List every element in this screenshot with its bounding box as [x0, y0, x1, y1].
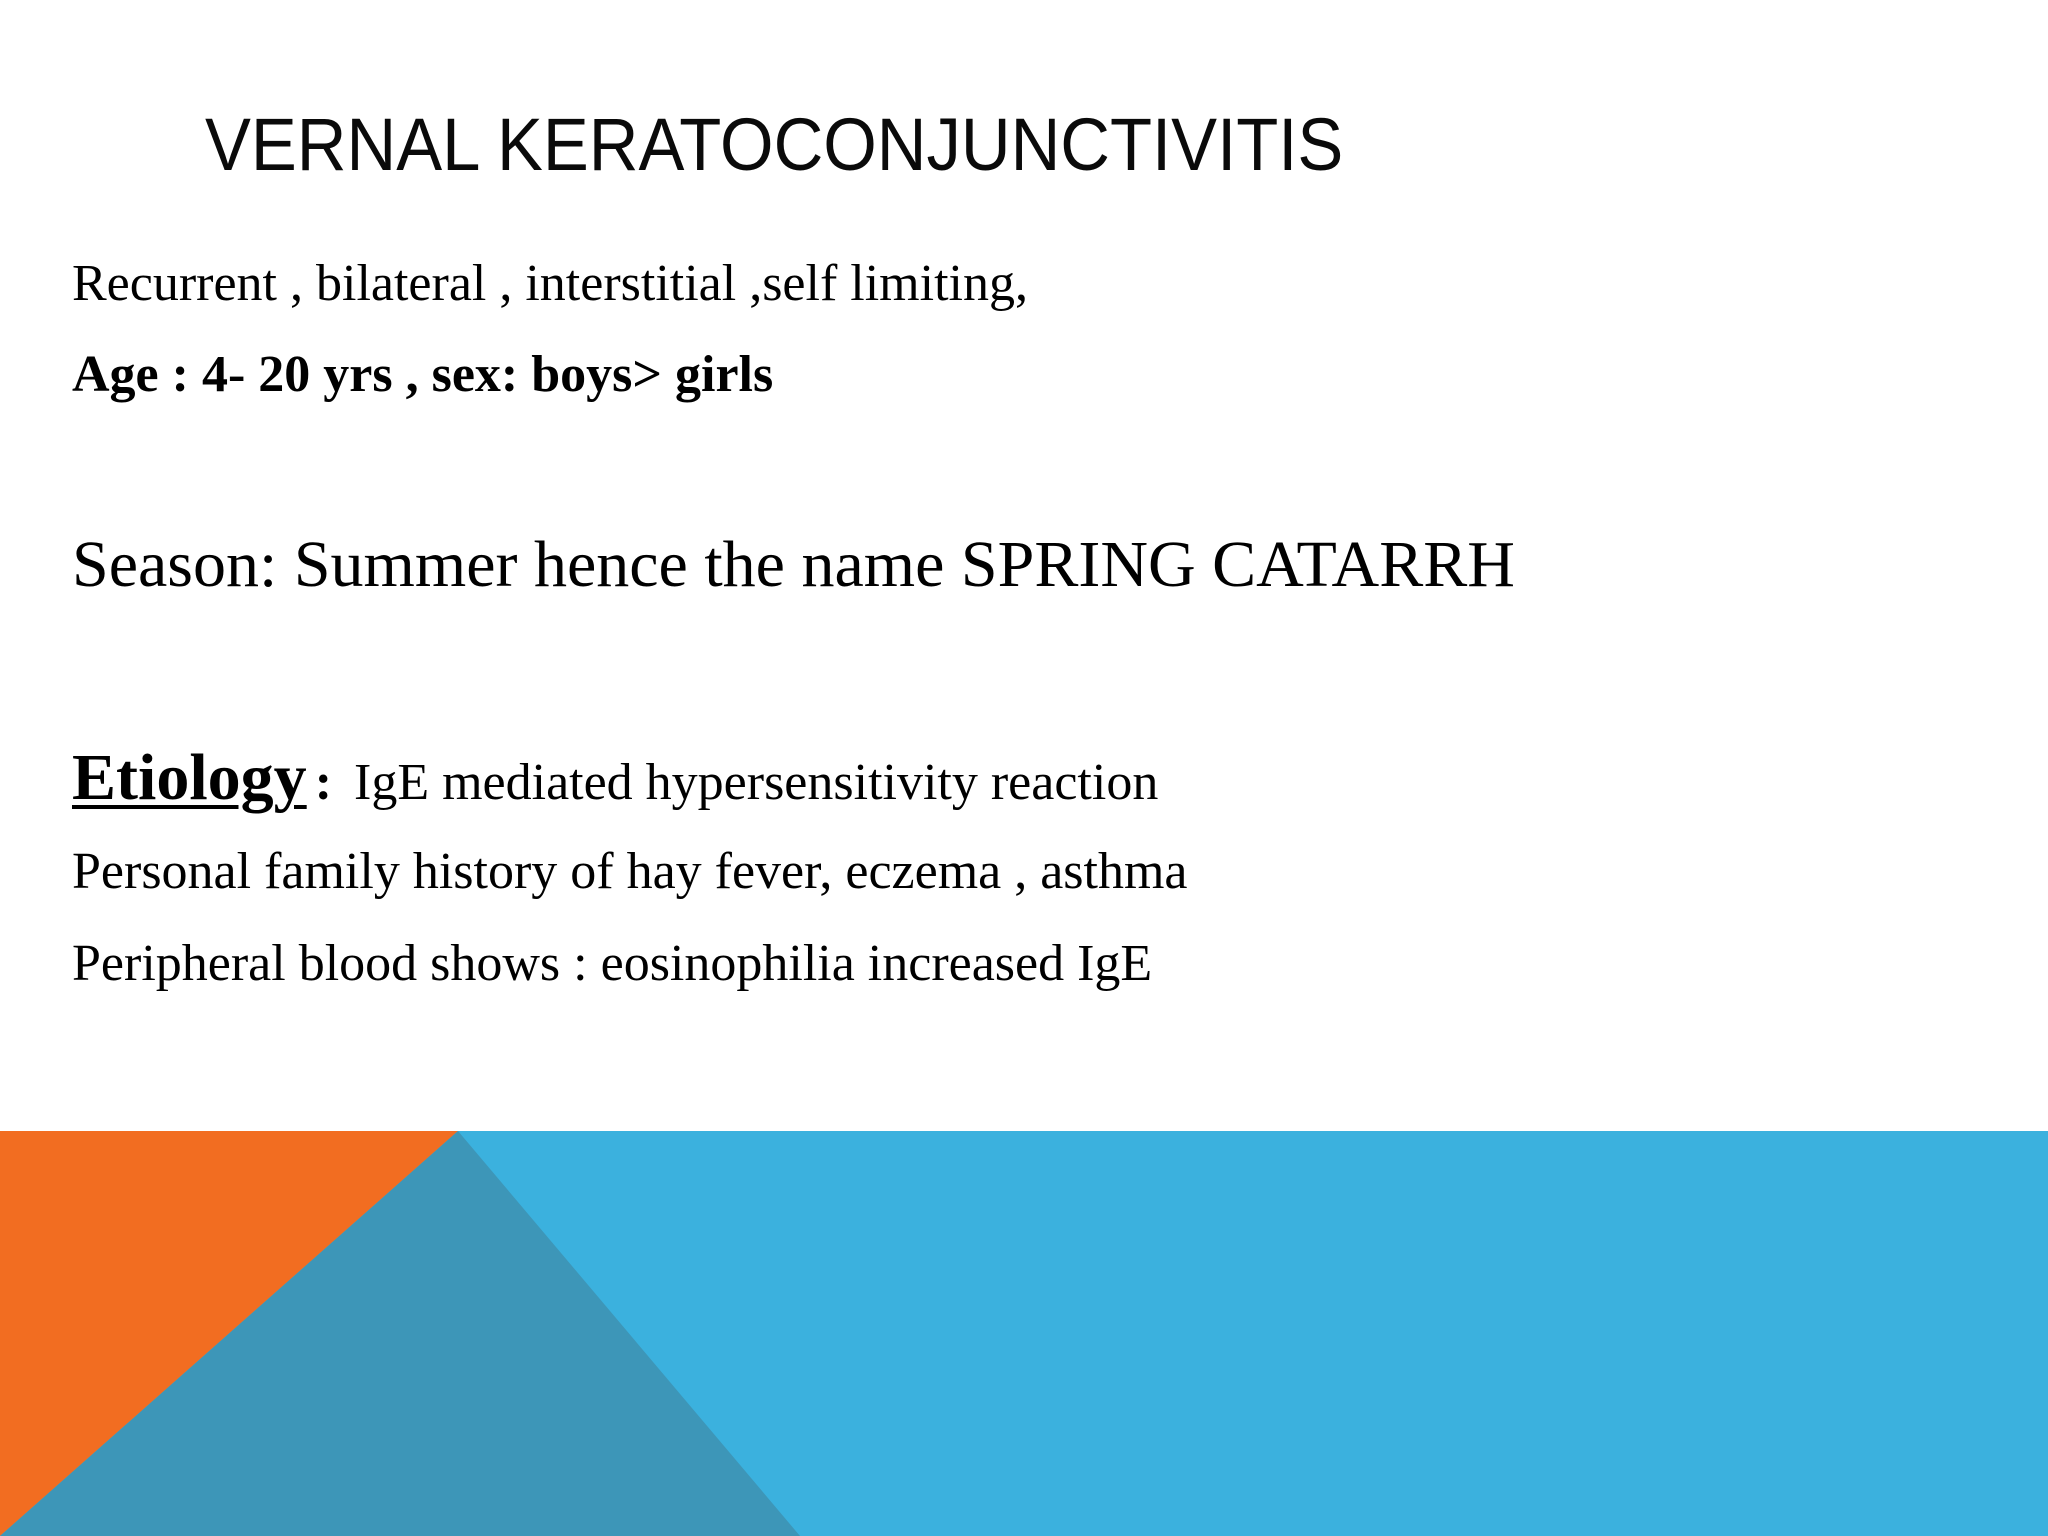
blood-line: Peripheral blood shows : eosinophilia increased IgE	[72, 935, 1153, 992]
decorative-footer	[0, 1131, 2048, 1536]
features-line: Recurrent , bilateral , interstitial ,self limiting,	[72, 255, 1028, 312]
season-line: Season: Summer hence the name SPRING CATARRH	[72, 528, 1515, 601]
slide-title: VERNAL KERATOCONJUNCTIVITIS	[205, 103, 1344, 186]
etiology-text: IgE mediated hypersensitivity reaction	[354, 754, 1159, 811]
etiology-label: Etiology	[72, 741, 307, 814]
age-sex-line: Age : 4- 20 yrs , sex: boys> girls	[72, 346, 774, 403]
etiology-line	[72, 733, 1158, 828]
history-line: Personal family history of hay fever, eczema , asthma	[72, 843, 1188, 900]
etiology-colon: :	[314, 754, 333, 811]
